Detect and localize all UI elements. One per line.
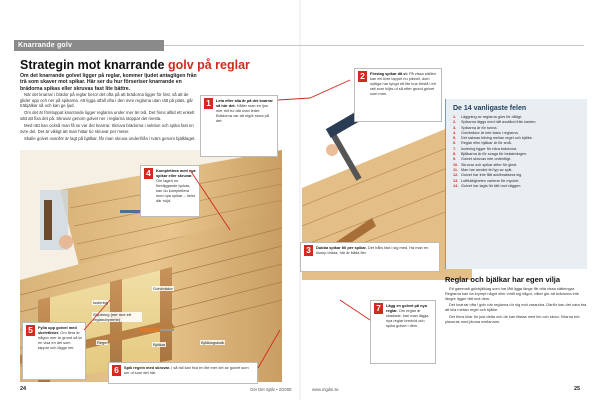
step-number: 3 bbox=[304, 245, 313, 256]
step-1 bbox=[200, 95, 278, 157]
step-text bbox=[316, 245, 436, 255]
step-number: 4 bbox=[144, 168, 153, 179]
subsection-body bbox=[445, 286, 587, 325]
tip-text: Luftfuktigheten varierar för mycket. bbox=[461, 178, 520, 183]
tip-item: 9. Golvet skruvas inte ordentligt. bbox=[453, 157, 512, 162]
tip-item: 7. Isolering ligger för nära brädorna. bbox=[453, 146, 518, 151]
section-label: Knarrande golv bbox=[18, 42, 73, 49]
headline-accent: golv på reglar bbox=[167, 58, 250, 72]
body-column bbox=[20, 92, 198, 143]
step-body: Håller man en ljus mer mit bo där man leder. Brädorna var att utgör stora på det. bbox=[216, 103, 269, 123]
headline bbox=[20, 58, 250, 72]
step-title: Dubba spikar till per spikar. bbox=[316, 245, 367, 250]
tip-text: Golvet skruvas inte ordentligt. bbox=[461, 157, 512, 162]
tip-text: Golvet har lagts för tätt mot väggen. bbox=[461, 183, 522, 188]
tip-text: Bjälkarna är för svaga för belastningen. bbox=[461, 152, 528, 157]
tip-item: 11. Man har använt fel typ av spik. bbox=[453, 167, 513, 172]
step-body: Om flera är någon mer är grund så ta en visa en del som tappar och läggs ner. bbox=[38, 330, 82, 350]
step-text bbox=[38, 325, 82, 350]
tip-item: 12. Golvet har inte fått acklimatisera sig. bbox=[453, 173, 523, 178]
step-title: Spik regeln med skruvar. bbox=[124, 365, 171, 370]
step-text bbox=[370, 71, 438, 96]
step-title: Lägg en golvet på nya reglar. bbox=[386, 303, 427, 313]
tip-text: Det saknas kilning mellan regel och bjälke. bbox=[461, 136, 533, 141]
tip-item: 1. Läggning av reglarna görs för dåligt. bbox=[453, 115, 522, 119]
step-2 bbox=[354, 68, 442, 122]
label-regel: Regel bbox=[97, 340, 108, 345]
tip-item: 6. Reglar eller bjälkar är för små. bbox=[453, 141, 512, 146]
step-4 bbox=[140, 165, 200, 217]
right-page-number: 25 bbox=[574, 386, 581, 392]
subsection-paragraph: Det knarrar ofta i golv när reglarna rör sig mot varandra. Därför kan det vara bra att kila mellan regel och bjälke. bbox=[445, 302, 587, 313]
tip-text: Man har använt fel typ av spik. bbox=[461, 167, 513, 172]
label-skjutning: Skjutning (ner mot ett reglarutrymme) bbox=[92, 312, 142, 322]
tip-item: 3. Spikarna är för tunna. bbox=[453, 125, 498, 130]
label-isolering: Isolering bbox=[93, 300, 109, 305]
tip-text: Skruvar och spikar sitter för glest. bbox=[461, 162, 518, 167]
step-body: Om reglar är skadade, kan man lägga nya reglar bredvid och spika golvet i dem. bbox=[386, 308, 429, 328]
step-number: 1 bbox=[204, 98, 213, 109]
tip-text: Golvbrädor är inte fasta i reglarna. bbox=[461, 130, 519, 135]
step-3 bbox=[300, 242, 440, 272]
section-rule bbox=[164, 45, 584, 46]
right-footer-text: www.mgdsi.se bbox=[312, 387, 339, 392]
tip-text: Läggning av reglarna görs för dåligt. bbox=[461, 115, 522, 119]
tip-text: Reglar eller bjälkar är för små. bbox=[461, 141, 512, 146]
body-paragraph: Skalle golvet ovanför är lagt på bjälkar, får man skruva underifrån i tvärs genom bjälklaget. bbox=[24, 135, 196, 141]
left-footer-text: Gör Det Själv • 2/2008 bbox=[250, 387, 292, 392]
step-text bbox=[386, 303, 432, 328]
step-text bbox=[156, 168, 196, 203]
sidebar-title: De 14 vanligaste felen bbox=[453, 105, 527, 112]
step-body: På vissa ställen kan ett övre tappet nu pikeoll, dom nyttiga har tyngd ett lite bus förstå i ett ratt som höjts ut så efter grund golvet som man. bbox=[370, 71, 436, 96]
subsection-paragraph: Ett gammalt golvbjälklag som har fått ligga länge får ofta vissa sättningar. Reglarna kan ha krympt något eller vridit sig något, vilket gör att brädorna inte längre ligger tätt mot dem. bbox=[445, 286, 579, 301]
tips-sidebar bbox=[445, 99, 587, 269]
body-paragraph: När det knarrar i brädor på reglar beror det ofta på att brädorna ligger för löst, så att de glider upp och ner på spikarna. Att ligga utfall ofta i den övre reglarna utan rätt på plats, går träbjälkar så och kan ge ljud. bbox=[20, 92, 193, 109]
tip-item: 2. Spikarna läggs med rätt avstånd från kanten. bbox=[453, 120, 537, 125]
tip-text: Spikarna läggs med rätt avstånd från kanten. bbox=[461, 120, 537, 125]
step-body: Det hålls fast i sig med. Ha man en klump bräda, här är båda fler. bbox=[316, 245, 429, 255]
tip-item: 13. Luftfuktigheten varierar för mycket. bbox=[453, 178, 520, 183]
subsection-paragraph: Det finns kilar för just detta och de kan fästas med lim och skruv. Kilarna bör placeras med jämna mellanrum. bbox=[445, 313, 580, 324]
label-golvbrador: Golvbrädor bbox=[153, 286, 173, 291]
step-title: Komplettera med nya spikar eller skruvar. bbox=[156, 168, 196, 178]
step-title: Förslag spikar då vi: bbox=[370, 71, 408, 76]
left-page-number: 24 bbox=[20, 386, 27, 392]
tip-item: 4. Golvbrädor är inte fasta i reglarna. bbox=[453, 130, 519, 135]
tip-item: 8. Bjälkarna är för svaga för belastningen. bbox=[453, 152, 528, 157]
step-number: 6 bbox=[112, 365, 121, 376]
tip-text: Spikarna är för tunna. bbox=[461, 125, 498, 130]
headline-main: Strategin mot knarrande bbox=[20, 58, 168, 72]
page-gutter bbox=[299, 0, 301, 400]
lead-paragraph: Om det knarrande golvet ligger på reglar, kommer ljudet antagligen från trä som skaver mot spikar. Här ser du hur förseriser knarrande en brädorna spikas eller skruvas fast lite bättre. bbox=[20, 73, 197, 92]
body-paragraph: Om det är förstoppat knarrande ligger reglarna under mer än två. Det finns alltid ett enkelt sätt att fixa det på. Skruvar genom golvet ner i reglarna stoppar det mesta. bbox=[20, 110, 195, 121]
label-bjalkar: Bjälkar bbox=[153, 342, 166, 347]
body-paragraph: Med rätt kan också man få se var det knarrar. Skruva brädorna i sektion och spika fast en övre del. Det är viktigt att man hittar tio skruvar per meter. bbox=[20, 122, 194, 134]
step-body: Om lagen nu föreliggande lyckas, kan du komplettera med nya spikar – helst där nöjd. bbox=[156, 178, 195, 203]
step-text bbox=[124, 365, 254, 375]
label-bjalklagsbalk: Bjälklagsbalk bbox=[201, 340, 225, 345]
step-5 bbox=[22, 322, 86, 380]
step-number: 7 bbox=[374, 303, 383, 314]
tip-text: Isolering ligger för nära brädorna. bbox=[461, 146, 518, 151]
tip-item: 14. Golvet har lagts för tätt mot väggen. bbox=[453, 183, 522, 188]
step-7 bbox=[370, 300, 436, 364]
step-number: 2 bbox=[358, 71, 367, 82]
tip-text: Golvet har inte fått acklimatisera sig. bbox=[461, 173, 523, 178]
step-6 bbox=[108, 362, 258, 384]
step-title: Leta efter alla år på det knarrar så hör det. bbox=[216, 98, 273, 108]
step-body: I så fall kan fixa en lite mer del av golvet som ser ut som det här. bbox=[124, 365, 249, 375]
step-text bbox=[216, 98, 274, 123]
tip-item: 10. Skruvar och spikar sitter för glest. bbox=[453, 162, 518, 167]
step-number: 5 bbox=[26, 325, 35, 336]
step-title: Fylla upp golvet med skeletlister. bbox=[38, 325, 77, 335]
subsection-heading: Reglar och bjälkar har egen vilja bbox=[445, 275, 561, 284]
tip-item: 5. Det saknas kilning mellan regel och bjälke. bbox=[453, 136, 533, 141]
